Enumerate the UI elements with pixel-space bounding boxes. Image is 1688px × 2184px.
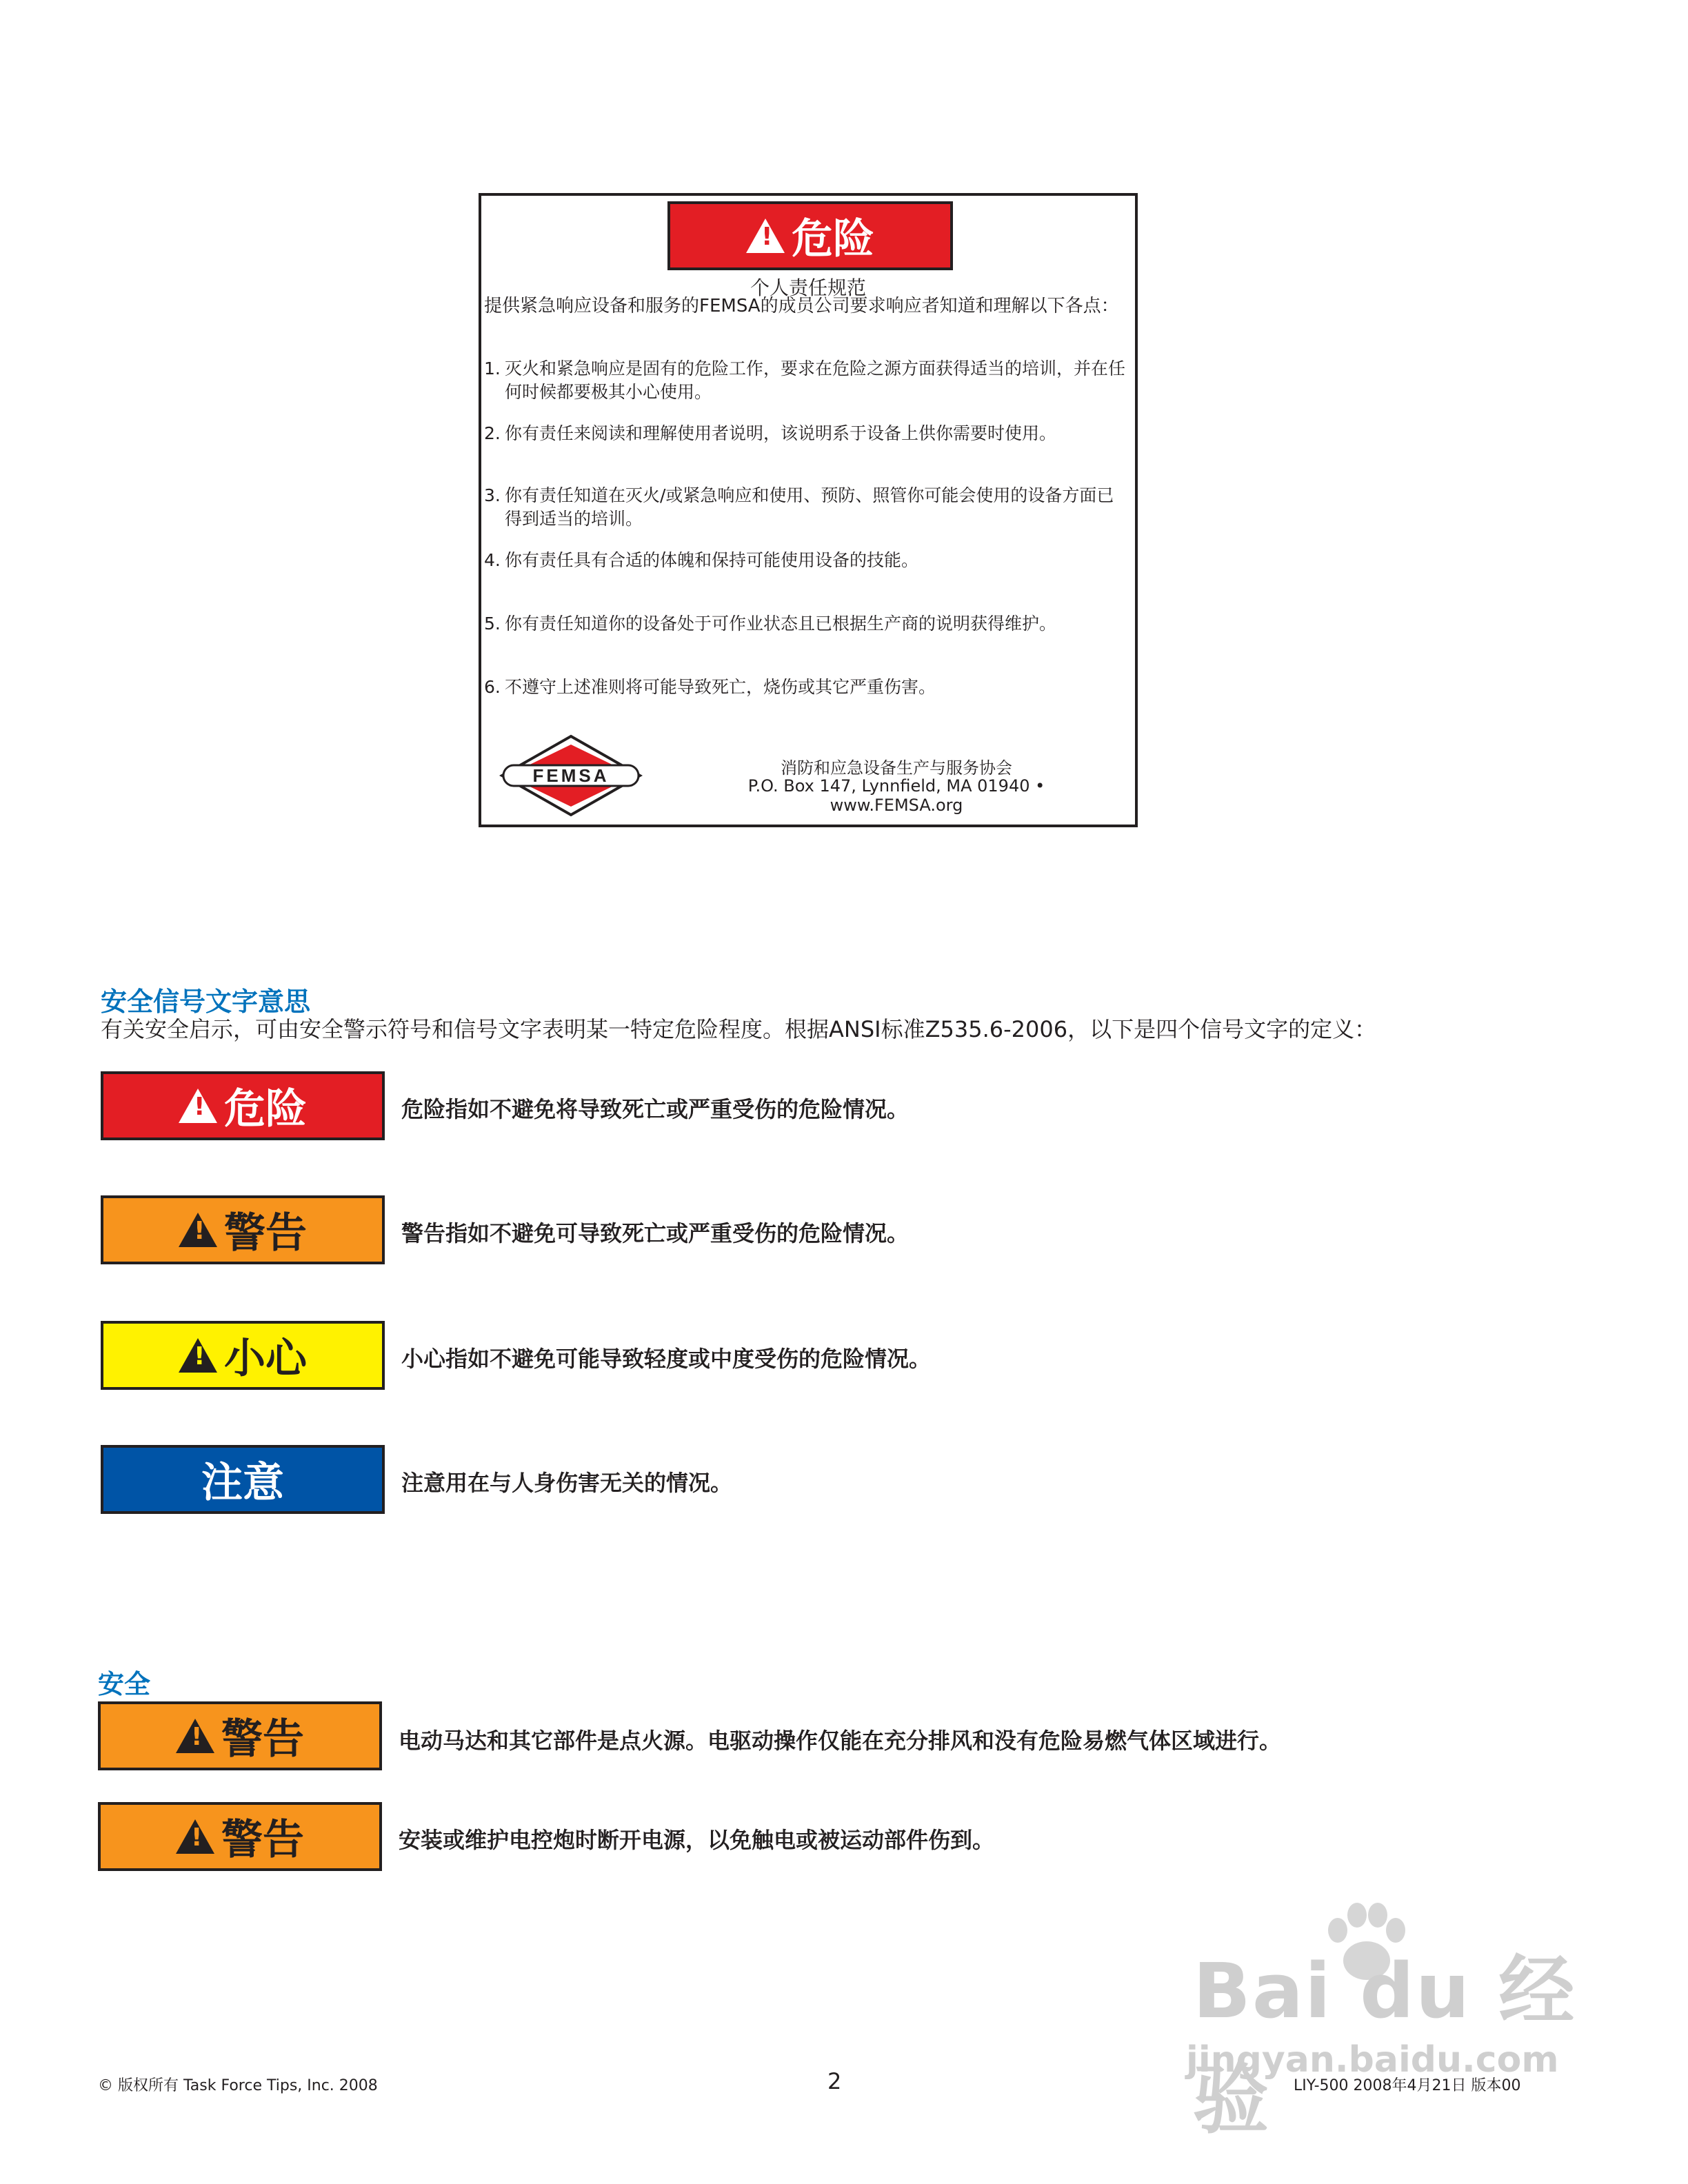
safety-warning-badge [98, 1701, 382, 1770]
caution-badge [101, 1321, 385, 1390]
warning-triangle-icon [179, 1213, 217, 1247]
notice-badge-label: 注意 [201, 1459, 284, 1507]
femsa-item [484, 612, 1132, 636]
femsa-item-number: 4. [484, 550, 501, 570]
danger-badge-label: 危险 [224, 1085, 307, 1133]
femsa-item-number: 5. [484, 614, 501, 634]
notice-badge [101, 1445, 385, 1514]
safety-warning-text: 电动马达和其它部件是点火源。电驱动操作仅能在充分排风和没有危险易燃气体区域进行。 [399, 1728, 1282, 1754]
caution-badge-label: 小心 [224, 1335, 307, 1383]
femsa-item-number: 6. [484, 677, 501, 697]
warning-triangle-icon [179, 1089, 217, 1123]
femsa-item-text: 你有责任来阅读和理解使用者说明，该说明系于设备上供你需要时使用。 [505, 423, 1057, 443]
danger-definition: 危险指如不避免将导致死亡或严重受伤的危险情况。 [401, 1096, 910, 1122]
warning-triangle-icon [179, 1338, 217, 1373]
femsa-item-text: 灭火和紧急响应是固有的危险工作，要求在危险之源方面获得适当的培训，并在任何时候都要极其小心使用。 [505, 358, 1126, 402]
femsa-item-text: 你有责任知道在灭火/或紧急响应和使用、预防、照管你可能会使用的设备方面已得到适当的培训。 [505, 485, 1114, 529]
safety-warning-badge [98, 1802, 382, 1871]
femsa-logo-text: FEMSA [532, 765, 610, 786]
signal-words-description: 有关安全启示，可由安全警示符号和信号文字表明某一特定危险程度。根据ANSI标准Z535.6-2006，以下是四个信号文字的定义： [101, 1016, 1377, 1042]
femsa-org-name: 消防和应急设备生产与服务协会 [781, 758, 1012, 778]
safety-warning-label: 警告 [221, 1816, 304, 1864]
femsa-intro: 提供紧急响应设备和服务的FEMSA的成员公司要求响应者知道和理解以下各点： [484, 296, 1119, 316]
femsa-item [484, 676, 1132, 699]
femsa-address: P.O. Box 147, Lynnfield, MA 01940 • www.FEMSA.org [747, 776, 1045, 815]
signal-words-heading: 安全信号文字意思 [101, 987, 311, 1017]
watermark-url: jingyan.baidu.com [1186, 2039, 1559, 2081]
danger-badge [101, 1071, 385, 1140]
warning-triangle-icon [746, 219, 785, 253]
footer-copyright: © 版权所有 Task Force Tips, Inc. 2008 [98, 2077, 378, 2094]
warning-triangle-icon [176, 1819, 214, 1854]
femsa-diamond-logo [499, 734, 643, 818]
femsa-item [484, 357, 1132, 404]
femsa-danger-badge [667, 201, 953, 270]
femsa-item-text: 不遵守上述准则将可能导致死亡，烧伤或其它严重伤害。 [505, 677, 936, 697]
femsa-subtitle: 个人责任规范 [750, 276, 866, 299]
notice-definition: 注意用在与人身伤害无关的情况。 [401, 1470, 733, 1496]
femsa-item [484, 422, 1132, 445]
caution-definition: 小心指如不避免可能导致轻度或中度受伤的危险情况。 [401, 1346, 932, 1372]
femsa-item-number: 1. [484, 358, 501, 378]
page-number: 2 [827, 2068, 842, 2094]
warning-badge-label: 警告 [224, 1209, 307, 1257]
watermark-brand: Bai du 经验 [1193, 1947, 1576, 2144]
warning-definition: 警告指如不避免可导致死亡或严重受伤的危险情况。 [401, 1220, 910, 1246]
femsa-danger-label: 危险 [792, 215, 874, 263]
femsa-item-text: 你有责任知道你的设备处于可作业状态且已根据生产商的说明获得维护。 [505, 614, 1057, 634]
footer-doc-id: LIY-500 2008年4月21日 版本00 [1294, 2077, 1521, 2094]
safety-warning-label: 警告 [221, 1715, 304, 1763]
safety-warning-text: 安装或维护电控炮时断开电源，以免触电或被运动部件伤到。 [399, 1827, 995, 1853]
femsa-item-number: 3. [484, 485, 501, 505]
femsa-item-number: 2. [484, 423, 501, 443]
femsa-item [484, 484, 1132, 531]
warning-triangle-icon [176, 1719, 214, 1753]
femsa-item-text: 你有责任具有合适的体魄和保持可能使用设备的技能。 [505, 550, 919, 570]
warning-badge [101, 1195, 385, 1264]
safety-heading: 安全 [98, 1669, 151, 1699]
femsa-item [484, 549, 1132, 572]
